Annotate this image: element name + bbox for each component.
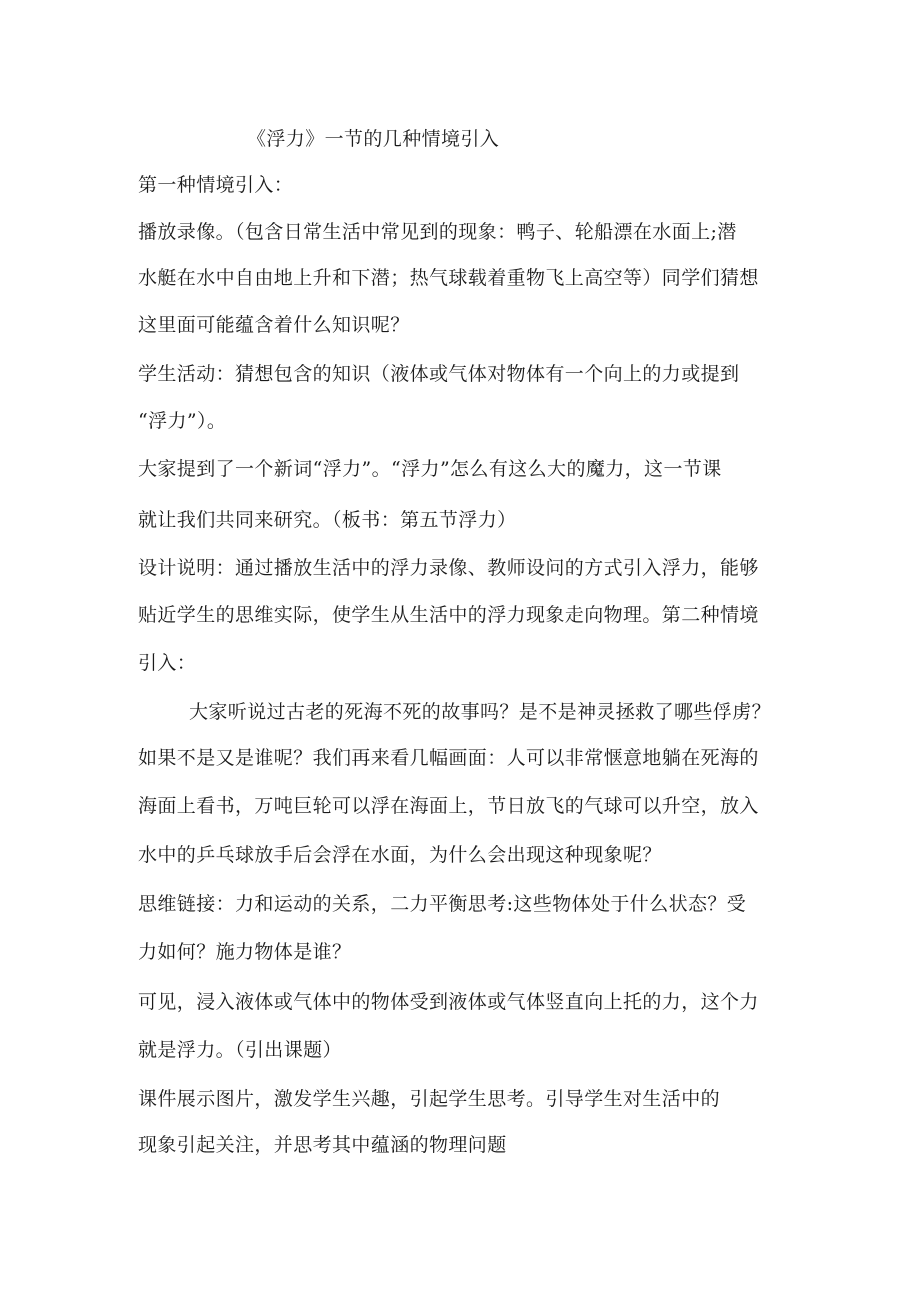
paragraph-line: 力如何？施力物体是谁？ xyxy=(138,941,352,963)
paragraph-line: 海面上看书，万吨巨轮可以浮在海面上，节日放飞的气球可以升空，放入 xyxy=(138,795,759,817)
paragraph-line: 就是浮力。（引出课题） xyxy=(138,1039,342,1061)
paragraph-line: 播放录像。（包含日常生活中常见到的现象：鸭子、轮船漂在水面上;潜 xyxy=(138,221,737,243)
paragraph-line: 第一种情境引入： xyxy=(138,174,294,196)
paragraph-line: 现象引起关注，并思考其中蕴涵的物理问题 xyxy=(138,1134,507,1156)
paragraph-line: 大家听说过古老的死海不死的故事吗？是不是神灵拯救了哪些俘虏？ xyxy=(189,701,772,723)
paragraph-line: 水中的乒乓球放手后会浮在水面，为什么会出现这种现象呢？ xyxy=(138,844,662,866)
paragraph-line: 这里面可能蕴含着什么知识呢？ xyxy=(138,314,410,336)
paragraph-line: 设计说明：通过播放生活中的浮力录像、教师设问的方式引入浮力，能够 xyxy=(138,557,759,579)
paragraph-line: 可见，浸入液体或气体中的物体受到液体或气体竖直向上托的力，这个力 xyxy=(138,991,759,1013)
paragraph-line: 学生活动：猜想包含的知识（液体或气体对物体有一个向上的力或提到 xyxy=(138,363,740,385)
paragraph-line: “浮力”）。 xyxy=(138,410,227,432)
paragraph-line: 引入： xyxy=(138,652,197,674)
paragraph-line: 就让我们共同来研究。（板书：第五节浮力） xyxy=(138,509,517,531)
document-title: 《浮力》一节的几种情境引入 xyxy=(247,128,500,150)
paragraph-line: 课件展示图片，激发学生兴趣，引起学生思考。引导学生对生活中的 xyxy=(138,1088,721,1110)
paragraph-line: 思维链接：力和运动的关系，二力平衡思考:这些物体处于什么状态？受 xyxy=(138,893,747,915)
paragraph-line: 如果不是又是谁呢？我们再来看几幅画面：人可以非常惬意地躺在死海的 xyxy=(138,747,759,769)
paragraph-line: 大家提到了一个新词“浮力”。“浮力”怎么有这么大的魔力，这一节课 xyxy=(138,458,722,480)
paragraph-line: 贴近学生的思维实际，使学生从生活中的浮力现象走向物理。第二种情境 xyxy=(138,604,759,626)
paragraph-line: 水艇在水中自由地上升和下潜；热气球载着重物飞上高空等）同学们猜想 xyxy=(138,267,759,289)
